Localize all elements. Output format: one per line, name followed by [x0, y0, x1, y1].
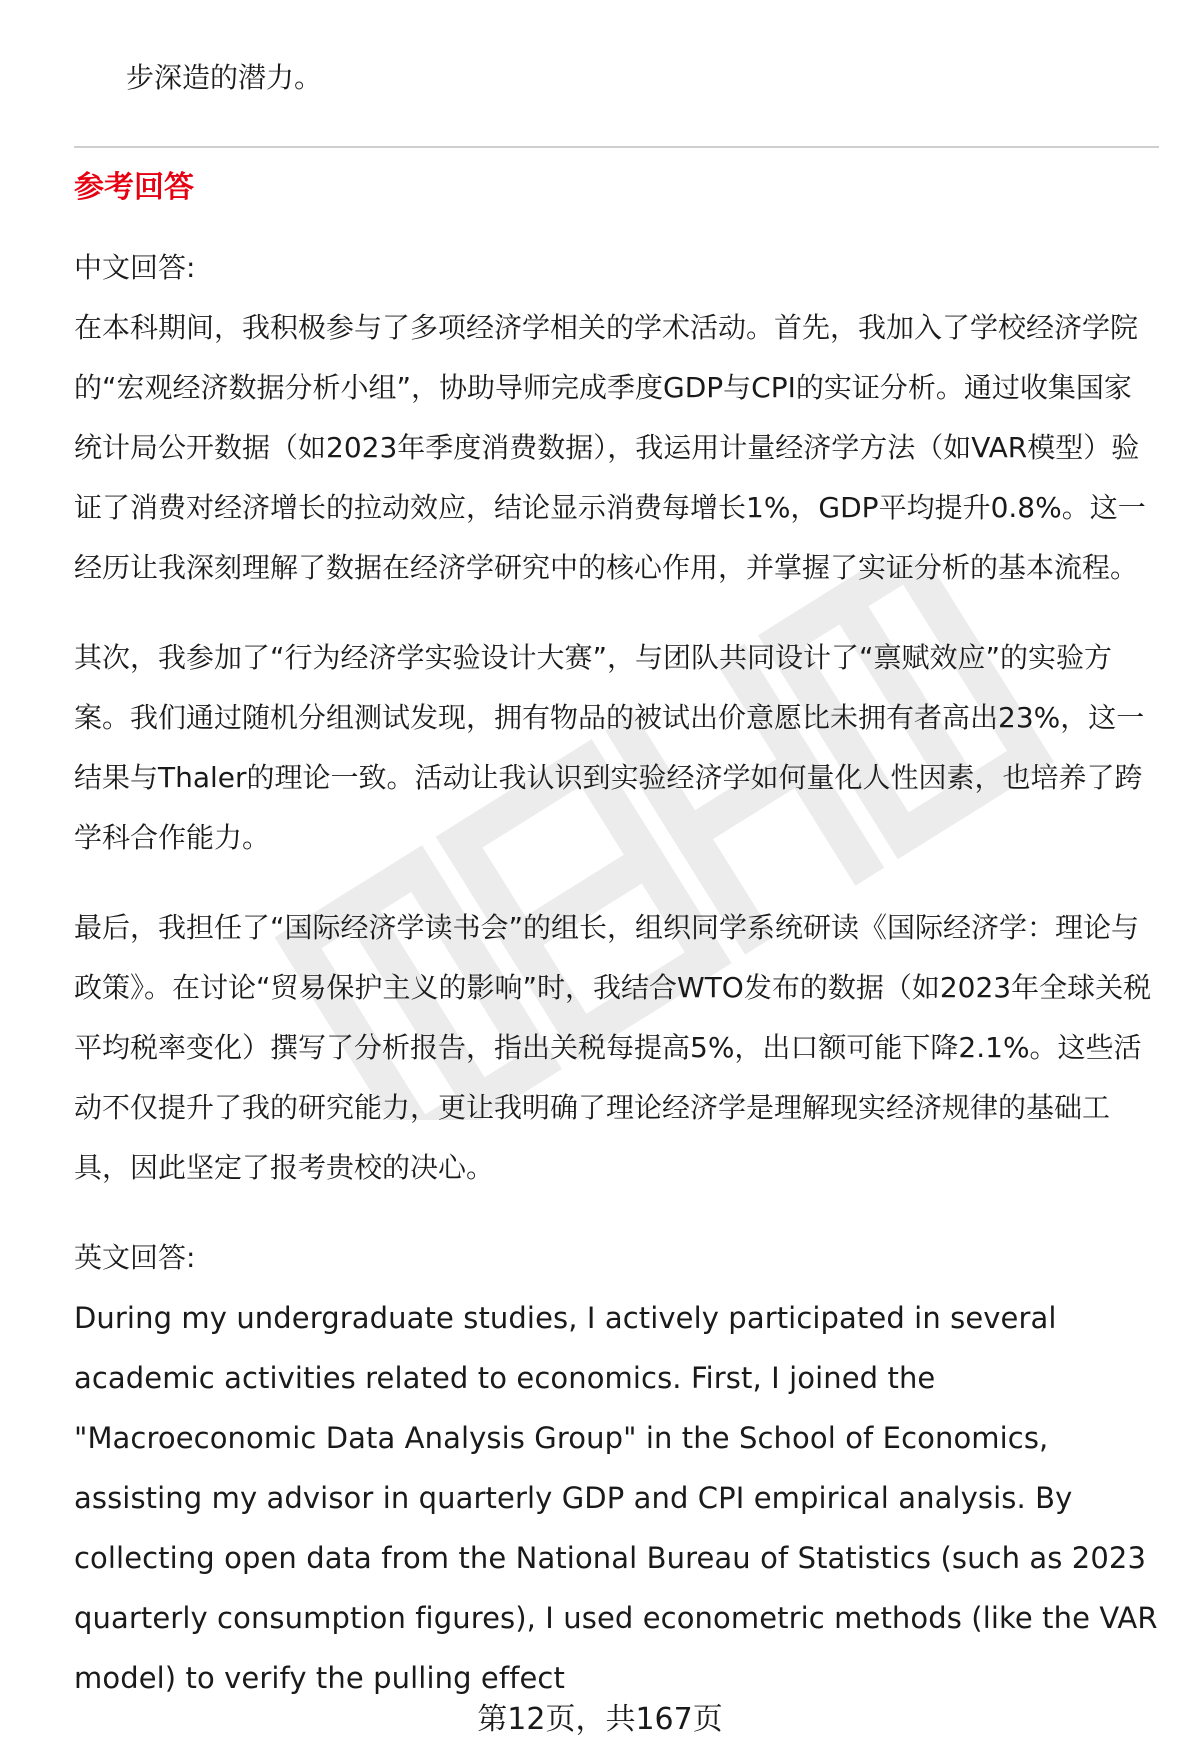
chinese-paragraph: 最后，我担任了“国际经济学读书会”的组长，组织同学系统研读《国际经济学：理论与政策》。在讨论“贸易保护主义的影响”时，我结合WTO发布的数据（如2023年全球关税平均税率变化）撰写了分析报告，指出关税每提高5%，出口额可能下降2.1%。这些活动不仅提升了我的研究能力，更让我明确了理论经济学是理解现实经济规律的基础工具，因此坚定了报考贵校的决心。 [74, 911, 1152, 1184]
english-answer-section [74, 1228, 1159, 1708]
main-content [74, 40, 1159, 1708]
chinese-paragraph: 在本科期间，我积极参与了多项经济学相关的学术活动。首先，我加入了学校经济学院的“宏观经济数据分析小组”，协助导师完成季度GDP与CPI的实证分析。通过收集国家统计局公开数据（如2023年季度消费数据），我运用计量经济学方法（如VAR模型）验证了消费对经济增长的拉动效应，结论显示消费每增长1%，GDP平均提升0.8%。这一经历让我深刻理解了数据在经济学研究中的核心作用，并掌握了实证分析的基本流程。 [74, 311, 1146, 584]
chinese-answer-section [74, 238, 1159, 1198]
english-answer-label: 英文回答: [74, 1241, 196, 1274]
chinese-answer-label: 中文回答: [74, 251, 196, 284]
continued-text: 步深造的潜力。 [126, 61, 323, 94]
chinese-paragraph: 其次，我参加了“行为经济学实验设计大赛”，与团队共同设计了“禀赋效应”的实验方案。我们通过随机分组测试发现，拥有物品的被试出价意愿比未拥有者高出23%，这一结果与Thaler的理论一致。活动让我认识到实验经济学如何量化人性因素，也培养了跨学科合作能力。 [74, 641, 1145, 854]
reference-answer-heading: 参考回答 [74, 170, 194, 205]
english-paragraph: During my undergraduate studies, I actively participated in several academic activities related to economics. First, I joined the "Macroeconomic Data Analysis Group" in the School of Economics, assisting my advisor in quarterly GDP and CPI empirical analysis. By collecting open data from the National Bureau of Statistics (such as 2023 quarterly consumption figures), I used econometric methods (like the VAR model) to verify the pulling effect [74, 1301, 1158, 1695]
section-divider [74, 146, 1159, 148]
page-number-footer: 第12页，共167页 [477, 1702, 723, 1737]
